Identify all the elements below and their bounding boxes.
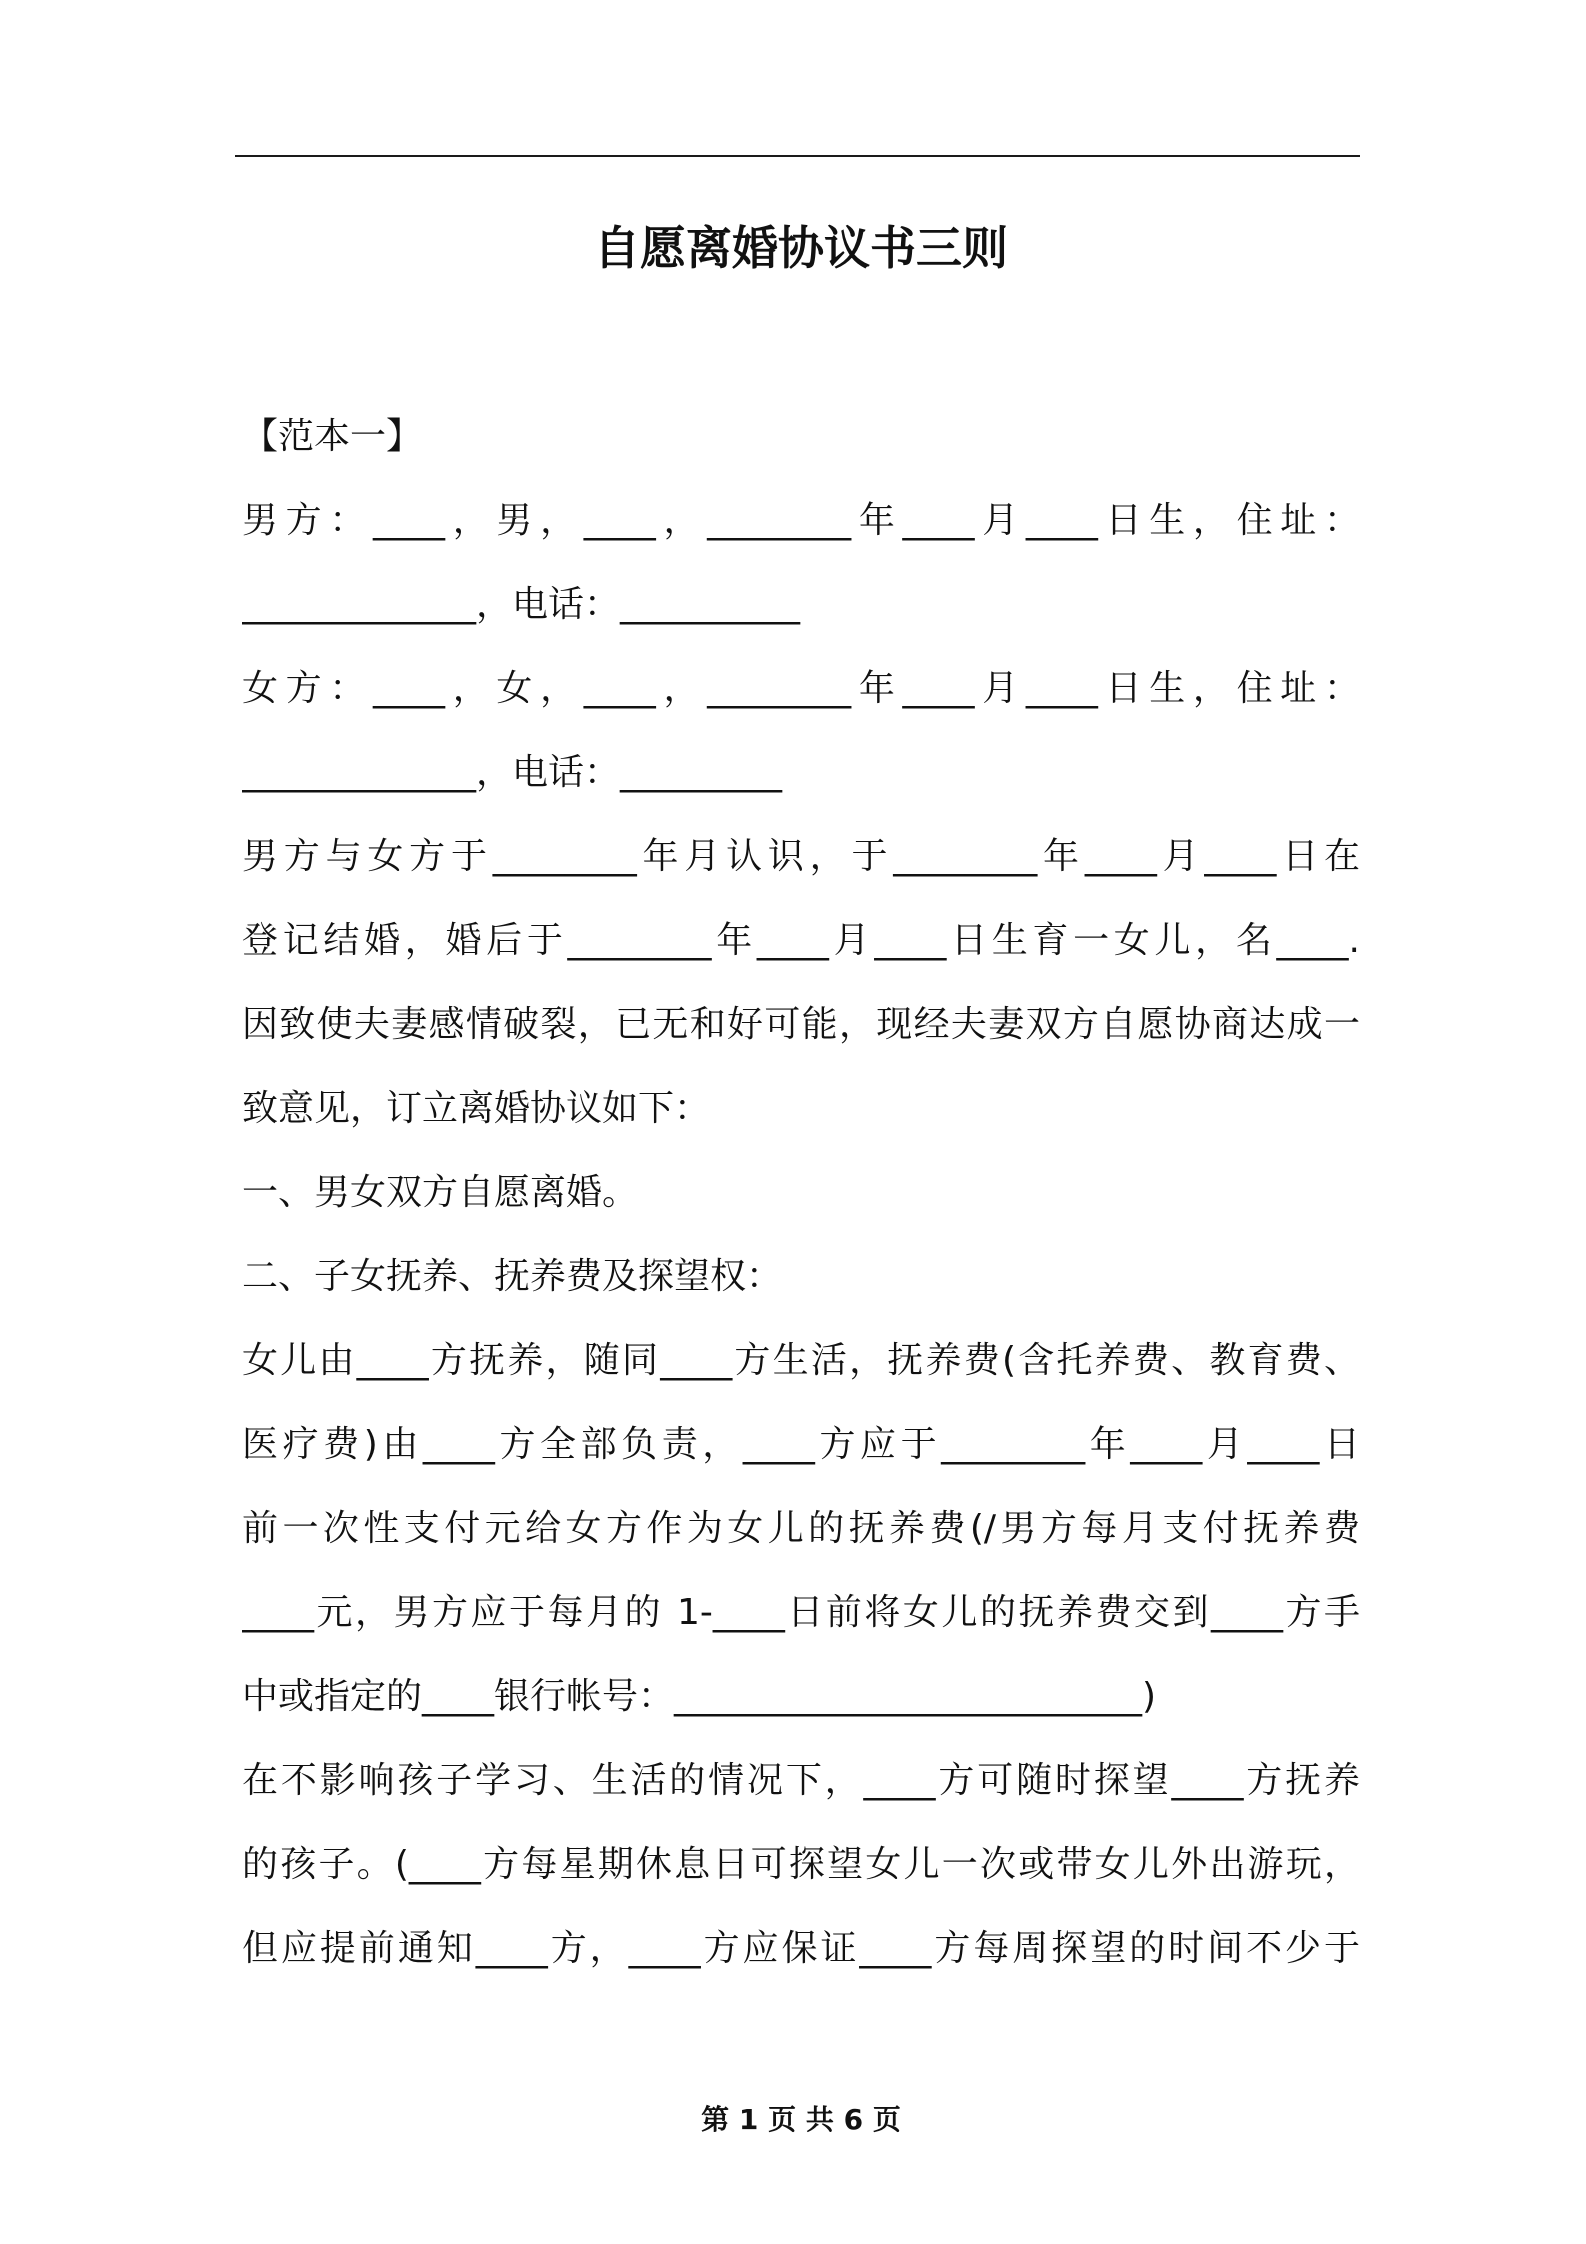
- background-line-2: 登记结婚，婚后于________年____月____日生育一女儿，名____.: [242, 920, 1360, 961]
- header-rule: [235, 155, 1360, 157]
- document-body: [242, 395, 1360, 1991]
- custody-line-3: 前一次性支付元给女方作为女儿的抚养费(/男方每月支付抚养费: [242, 1508, 1360, 1549]
- custody-line-1: 女儿由____方抚养，随同____方生活，抚养费(含托养费、教育费、: [242, 1340, 1360, 1381]
- clause-1-voluntary-divorce: 一、男女双方自愿离婚。: [242, 1172, 639, 1213]
- page-number: 第 1 页 共 6 页: [701, 2103, 901, 2136]
- background-line-3: 因致使夫妻感情破裂，已无和好可能，现经夫妻双方自愿协商达成一: [242, 1004, 1360, 1045]
- visitation-line-2: 的孩子。(____方每星期休息日可探望女儿一次或带女儿外出游玩，: [242, 1844, 1360, 1885]
- female-party-line-2: _____________，电话：_________: [242, 752, 783, 793]
- custody-line-5: 中或指定的____银行帐号：__________________________): [242, 1676, 1157, 1717]
- visitation-line-3: 但应提前通知____方，____方应保证____方每周探望的时间不少于: [242, 1928, 1360, 1969]
- male-party-line-2: _____________，电话：__________: [242, 584, 801, 625]
- sample-heading: 【范本一】: [242, 416, 423, 457]
- visitation-line-1: 在不影响孩子学习、生活的情况下，____方可随时探望____方抚养: [242, 1760, 1360, 1801]
- female-party-line-1: 女方：____，女，____，________年____月____日生，住址：: [242, 668, 1360, 709]
- background-line-4: 致意见，订立离婚协议如下：: [242, 1088, 711, 1129]
- male-party-line-1: 男方：____，男，____，________年____月____日生，住址：: [242, 500, 1360, 541]
- background-line-1: 男方与女方于________年月认识，于________年____月____日在: [242, 836, 1360, 877]
- document-title: 自愿离婚协议书三则: [594, 221, 1008, 275]
- custody-line-2: 医疗费)由____方全部负责，____方应于________年____月____日: [242, 1424, 1360, 1465]
- custody-line-4: ____元，男方应于每月的 1-____日前将女儿的抚养费交到____方手: [242, 1592, 1360, 1633]
- clause-2-heading: 二、子女抚养、抚养费及探望权：: [242, 1256, 783, 1297]
